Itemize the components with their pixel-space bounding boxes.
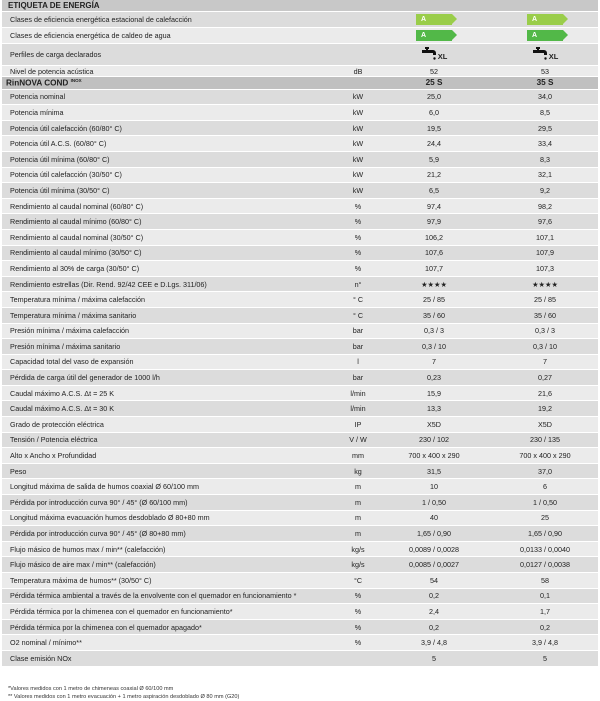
load-profile-value: XL xyxy=(437,51,448,61)
row-value: 37,0 xyxy=(538,466,552,476)
spec-table xyxy=(2,90,598,667)
row-value: 6,5 xyxy=(429,185,439,195)
row-unit: % xyxy=(354,622,362,632)
row-value: 19,5 xyxy=(427,123,441,133)
row-label: Rendimiento al 30% de carga (30/50° C) xyxy=(10,263,140,273)
row-value: 0,23 xyxy=(427,373,441,383)
row-value: 107,9 xyxy=(536,248,554,258)
table-row xyxy=(2,604,598,620)
table-row xyxy=(2,526,598,542)
row-value: 97,9 xyxy=(427,217,441,227)
row-value: 0,3 / 3 xyxy=(424,326,444,336)
row-unit: % xyxy=(354,201,362,211)
row-label: Rendimiento al caudal mínimo (60/80° C) xyxy=(10,217,142,227)
row-value: 1,7 xyxy=(540,606,550,616)
row-label: Pérdida por introducción curva 90° / 45° (Ø 60/100 mm) xyxy=(10,497,188,507)
row-value: 0,0085 / 0,0027 xyxy=(409,560,459,570)
row-unit: ° C xyxy=(352,310,364,320)
row-label: Perfiles de carga declarados xyxy=(10,50,102,59)
page-title: ETIQUETA DE ENERGÍA xyxy=(2,0,598,12)
row-label: Grado de protección eléctrica xyxy=(10,419,104,429)
row-label: Capacidad total del vaso de expansión xyxy=(10,357,134,367)
table-row xyxy=(2,401,598,417)
row-value: 0,2 xyxy=(540,622,550,632)
row-label: Rendimiento estrellas (Dir. Rend. 92/42 CEE e D.Lgs. 311/06) xyxy=(10,279,207,289)
row-label: Caudal máximo A.C.S. Δt = 30 K xyxy=(10,404,115,414)
row-label: Clase emisión NOx xyxy=(10,653,72,663)
row-value: 19,2 xyxy=(538,404,552,414)
row-value: 230 / 135 xyxy=(530,435,560,445)
row-unit: kg xyxy=(354,466,362,476)
row-value: 25 / 85 xyxy=(423,295,445,305)
row-value: 1,65 / 0,90 xyxy=(417,529,451,539)
row-value: 107,3 xyxy=(536,263,554,273)
table-row xyxy=(2,339,598,355)
table-row xyxy=(2,573,598,589)
row-value: 0,3 / 10 xyxy=(422,341,446,351)
row-value: X5D xyxy=(427,419,441,429)
row-value: 35 / 60 xyxy=(534,310,556,320)
row-value: 24,4 xyxy=(427,139,441,149)
row-value: 25,0 xyxy=(427,92,441,102)
row-unit: l/min xyxy=(350,404,366,414)
row-unit: m xyxy=(355,482,361,492)
row-label: Presión mínima / máxima sanitario xyxy=(10,341,121,351)
row-value: 31,5 xyxy=(427,466,441,476)
table-row xyxy=(2,121,598,137)
row-label: Rendimiento al caudal mínimo (30/50° C) xyxy=(10,248,142,258)
row-label: Longitud máxima evacuación humos desdoblado Ø 80+80 mm xyxy=(10,513,210,523)
table-row xyxy=(2,214,598,230)
table-row xyxy=(2,620,598,636)
row-label: Clases de eficiencia energética de caldeo de agua xyxy=(10,31,171,40)
table-row xyxy=(2,136,598,152)
row-unit: IP xyxy=(354,419,362,429)
row-unit: % xyxy=(354,638,362,648)
row-label: Potencia mínima xyxy=(10,107,64,117)
row-unit: l/min xyxy=(350,388,366,398)
row-unit: m xyxy=(355,513,361,523)
table-row xyxy=(2,277,598,293)
row-unit: kW xyxy=(352,107,364,117)
model-variant: 25 S xyxy=(425,78,443,88)
row-value: 34,0 xyxy=(538,92,552,102)
row-label: Alto x Ancho x Profundidad xyxy=(10,451,97,461)
row-label: Potencia nominal xyxy=(10,92,66,102)
water-tap-icon xyxy=(532,47,548,61)
row-value: 97,6 xyxy=(538,217,552,227)
row-label: Peso xyxy=(10,466,27,476)
row-label: Flujo másico de humos max / min** (calefacción) xyxy=(10,544,166,554)
row-value: 53 xyxy=(541,66,549,76)
row-value: 230 / 102 xyxy=(419,435,449,445)
noise-row xyxy=(2,66,598,77)
row-label: Pérdida por introducción curva 90° / 45° (Ø 80+80 mm) xyxy=(10,529,186,539)
row-value: 5 xyxy=(432,653,436,663)
row-unit: % xyxy=(354,591,362,601)
table-row xyxy=(2,152,598,168)
row-value: 15,9 xyxy=(427,388,441,398)
row-value: ★★★★ xyxy=(421,279,447,289)
table-row xyxy=(2,464,598,480)
row-label: Nivel de potencia acústica xyxy=(10,66,94,76)
table-row xyxy=(2,370,598,386)
row-value: 0,3 / 3 xyxy=(535,326,555,336)
row-value: 107,6 xyxy=(425,248,443,258)
row-unit: dB xyxy=(353,66,363,76)
row-value: 98,2 xyxy=(538,201,552,211)
row-value: 0,2 xyxy=(429,591,439,601)
row-unit: m xyxy=(355,497,361,507)
row-value: 13,3 xyxy=(427,404,441,414)
energy-class-badge: A xyxy=(416,14,452,25)
row-label: Temperatura mínima / máxima calefacción xyxy=(10,295,146,305)
table-row xyxy=(2,105,598,121)
row-unit: °C xyxy=(353,575,363,585)
row-unit: ° C xyxy=(352,295,364,305)
row-value: 106,2 xyxy=(425,232,443,242)
table-row xyxy=(2,168,598,184)
row-value: 0,0133 / 0,0040 xyxy=(520,544,570,554)
model-header-row xyxy=(2,77,598,90)
model-variant: 35 S xyxy=(536,78,554,88)
row-value: 52 xyxy=(430,66,438,76)
row-unit: % xyxy=(354,248,362,258)
row-unit: kg/s xyxy=(351,560,365,570)
row-value: 10 xyxy=(430,482,438,492)
energy-class-badge: A xyxy=(416,30,452,41)
row-label: Temperatura mínima / máxima sanitario xyxy=(10,310,137,320)
row-value: 3,9 / 4,8 xyxy=(532,638,558,648)
row-value: 107,7 xyxy=(425,263,443,273)
table-row xyxy=(2,589,598,605)
table-row xyxy=(2,308,598,324)
table-row xyxy=(2,635,598,651)
row-value: 1,65 / 0,90 xyxy=(528,529,562,539)
row-label: Longitud máxima de salida de humos coaxial Ø 60/100 mm xyxy=(10,482,199,492)
table-row xyxy=(2,433,598,449)
row-unit: kW xyxy=(352,123,364,133)
row-label: Caudal máximo A.C.S. Δt = 25 K xyxy=(10,388,115,398)
row-value: 8,3 xyxy=(540,154,550,164)
row-value: 33,4 xyxy=(538,139,552,149)
row-value: 5 xyxy=(543,653,547,663)
table-row xyxy=(2,651,598,667)
load-profile-row xyxy=(2,44,598,66)
row-value: 7 xyxy=(543,357,547,367)
row-unit: % xyxy=(354,217,362,227)
table-row xyxy=(2,183,598,199)
row-value: 35 / 60 xyxy=(423,310,445,320)
row-value: 107,1 xyxy=(536,232,554,242)
row-value: 54 xyxy=(430,575,438,585)
row-value: 58 xyxy=(541,575,549,585)
row-value: 1 / 0,50 xyxy=(422,497,446,507)
row-label: Potencia útil A.C.S. (60/80° C) xyxy=(10,139,107,149)
energy-row-heating xyxy=(2,12,598,28)
row-unit: m xyxy=(355,529,361,539)
row-label: Rendimiento al caudal nominal (60/80° C) xyxy=(10,201,144,211)
row-label: Tensión / Potencia eléctrica xyxy=(10,435,98,445)
footnote: ** Valores medidos con 1 metro evacuación + 1 metro aspiración desdoblado Ø 80 mm (G20) xyxy=(8,693,240,700)
row-label: Pérdida térmica ambiental a través de la envolvente con el quemador en funcionamiento * xyxy=(10,591,297,601)
row-label: Potencia útil mínima (60/80° C) xyxy=(10,154,110,164)
row-value: 21,6 xyxy=(538,388,552,398)
row-value: 6 xyxy=(543,482,547,492)
row-value: 32,1 xyxy=(538,170,552,180)
energy-row-water xyxy=(2,28,598,44)
row-value: 700 x 400 x 290 xyxy=(519,451,571,461)
table-row xyxy=(2,199,598,215)
row-label: Clases de eficiencia energética estacional de calefacción xyxy=(10,15,192,24)
row-value: 0,0089 / 0,0028 xyxy=(409,544,459,554)
row-value: 8,5 xyxy=(540,107,550,117)
table-row xyxy=(2,448,598,464)
row-value: 2,4 xyxy=(429,606,439,616)
row-value: X5D xyxy=(538,419,552,429)
table-row xyxy=(2,355,598,371)
row-label: Potencia útil calefacción (60/80° C) xyxy=(10,123,122,133)
row-label: O2 nominal / mínimo** xyxy=(10,638,82,648)
row-label: Temperatura máxima de humos** (30/50° C) xyxy=(10,575,152,585)
row-unit: mm xyxy=(352,451,364,461)
row-value: 3,9 / 4,8 xyxy=(421,638,447,648)
row-unit: n° xyxy=(354,279,362,289)
row-unit: kW xyxy=(352,185,364,195)
row-value: 0,27 xyxy=(538,373,552,383)
footnote: *Valores medidos con 1 metro de chimeneas coaxial Ø 60/100 mm xyxy=(8,685,174,692)
row-value: 9,2 xyxy=(540,185,550,195)
row-value: 25 / 85 xyxy=(534,295,556,305)
row-value: 29,5 xyxy=(538,123,552,133)
row-unit: l xyxy=(357,357,359,367)
table-row xyxy=(2,90,598,106)
row-label: Presión mínima / máxima calefacción xyxy=(10,326,130,336)
table-row xyxy=(2,557,598,573)
row-unit: V / W xyxy=(349,435,367,445)
table-row xyxy=(2,386,598,402)
row-value: ★★★★ xyxy=(532,279,558,289)
row-value: 0,1 xyxy=(540,591,550,601)
row-unit: bar xyxy=(352,341,364,351)
row-value: 5,9 xyxy=(429,154,439,164)
water-tap-icon xyxy=(421,47,437,61)
row-unit: % xyxy=(354,606,362,616)
table-row xyxy=(2,246,598,262)
table-row xyxy=(2,495,598,511)
row-label: Potencia útil mínima (30/50° C) xyxy=(10,185,110,195)
row-value: 97,4 xyxy=(427,201,441,211)
table-row xyxy=(2,511,598,527)
table-row xyxy=(2,417,598,433)
row-unit: kW xyxy=(352,139,364,149)
load-profile-value: XL xyxy=(548,51,559,61)
row-value: 21,2 xyxy=(427,170,441,180)
row-unit: kW xyxy=(352,170,364,180)
energy-class-badge: A xyxy=(527,14,563,25)
row-value: 0,2 xyxy=(429,622,439,632)
row-unit: kW xyxy=(352,92,364,102)
row-value: 700 x 400 x 290 xyxy=(408,451,460,461)
row-value: 40 xyxy=(430,513,438,523)
row-unit: % xyxy=(354,263,362,273)
row-value: 6,0 xyxy=(429,107,439,117)
table-row xyxy=(2,324,598,340)
row-unit: bar xyxy=(352,373,364,383)
row-value: 25 xyxy=(541,513,549,523)
energy-class-badge: A xyxy=(527,30,563,41)
row-value: 0,0127 / 0,0038 xyxy=(520,560,570,570)
model-name: RinNOVA COND $^{INOX}$ xyxy=(6,77,82,88)
row-value: 7 xyxy=(432,357,436,367)
row-label: Pérdida térmica por la chimenea con el quemador en funcionamiento* xyxy=(10,606,233,616)
row-label: Flujo másico de aire max / min** (calefacción) xyxy=(10,560,156,570)
row-unit: % xyxy=(354,232,362,242)
table-row xyxy=(2,230,598,246)
table-row xyxy=(2,479,598,495)
table-row xyxy=(2,292,598,308)
row-label: Potencia útil calefacción (30/50° C) xyxy=(10,170,122,180)
row-value: 0,3 / 10 xyxy=(533,341,557,351)
table-row xyxy=(2,542,598,558)
row-label: Pérdida térmica por la chimenea con el quemador apagado* xyxy=(10,622,202,632)
footnotes xyxy=(2,667,598,701)
row-unit: kg/s xyxy=(351,544,365,554)
row-label: Rendimiento al caudal nominal (30/50° C) xyxy=(10,232,144,242)
row-unit: kW xyxy=(352,154,364,164)
row-unit: bar xyxy=(352,326,364,336)
row-label: Pérdida de carga útil del generador de 1000 l/h xyxy=(10,373,160,383)
table-row xyxy=(2,261,598,277)
row-value: 1 / 0,50 xyxy=(533,497,557,507)
